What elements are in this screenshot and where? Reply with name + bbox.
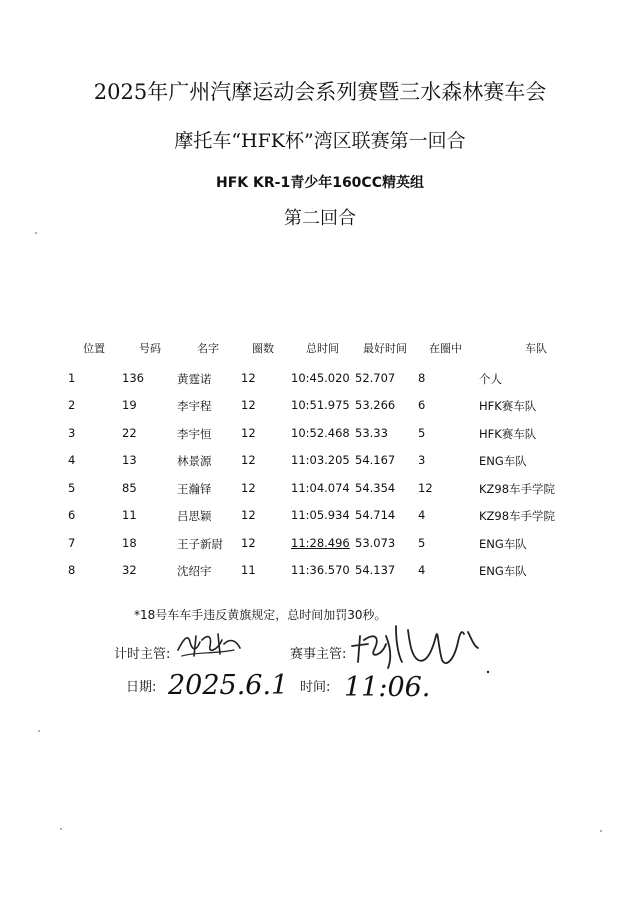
penalty-note: *18号车车手违反黄旗规定，总时间加罚30秒。 — [134, 608, 387, 622]
col-header-total-time: 总时间 — [306, 342, 339, 355]
cell-laps: 12 — [241, 481, 256, 495]
scan-speck — [38, 730, 40, 732]
cell-name: 王子新尉 — [177, 537, 223, 551]
col-header-best-time: 最好时间 — [363, 342, 407, 355]
cell-in-lap: 3 — [418, 453, 426, 467]
cell-total-time: 10:52.468 — [291, 426, 350, 440]
cell-number: 85 — [122, 481, 137, 495]
cell-total-time: 11:36.570 — [291, 563, 350, 577]
cell-in-lap: 4 — [418, 508, 426, 522]
scan-speck — [60, 828, 62, 830]
date-handwritten: 2025.6.1 — [168, 670, 289, 701]
cell-number: 18 — [122, 536, 137, 550]
cell-total-time: 10:51.975 — [291, 398, 350, 412]
cell-position: 7 — [68, 536, 76, 550]
cell-position: 1 — [68, 371, 76, 385]
cell-best-time: 52.707 — [355, 371, 396, 385]
cell-position: 2 — [68, 398, 76, 412]
cell-laps: 12 — [241, 426, 256, 440]
col-header-team: 车队 — [525, 342, 547, 355]
cell-team: 个人 — [479, 372, 502, 386]
event-supervisor-label: 赛事主管: — [290, 647, 347, 662]
cell-in-lap: 5 — [418, 536, 426, 550]
cell-position: 3 — [68, 426, 76, 440]
col-header-name: 名字 — [197, 342, 219, 355]
cell-team: KZ98车手学院 — [479, 509, 556, 523]
col-header-number: 号码 — [139, 342, 161, 355]
cell-total-time: 10:45.020 — [291, 371, 350, 385]
cell-number: 13 — [122, 453, 137, 467]
cell-total-time: 11:04.074 — [291, 481, 350, 495]
timing-supervisor-label: 计时主管: — [114, 647, 171, 662]
cell-best-time: 54.137 — [355, 563, 396, 577]
cell-name: 李宇程 — [177, 399, 212, 413]
class-name: HFK KR-1青少年160CC精英组 — [216, 175, 424, 191]
col-header-laps: 圈数 — [252, 342, 274, 355]
date-label: 日期: — [126, 680, 157, 695]
page-title: 2025年广州汽摩运动会系列赛暨三水森林赛车会 — [93, 80, 547, 104]
table-row — [0, 371, 640, 391]
cell-name: 王瀚铎 — [177, 482, 212, 496]
cell-in-lap: 12 — [418, 481, 433, 495]
cell-in-lap: 6 — [418, 398, 426, 412]
table-row — [0, 481, 640, 501]
cell-position: 6 — [68, 508, 76, 522]
cell-in-lap: 5 — [418, 426, 426, 440]
event-subtitle: 摩托车“HFK杯”湾区联赛第一回合 — [174, 130, 466, 152]
cell-team: ENG车队 — [479, 564, 527, 578]
cell-best-time: 54.167 — [355, 453, 396, 467]
time-label: 时间: — [300, 680, 331, 695]
cell-name: 李宇恒 — [177, 427, 212, 441]
table-row — [0, 426, 640, 446]
cell-team: ENG车队 — [479, 454, 527, 468]
cell-name: 黄霆诺 — [177, 372, 212, 386]
cell-team: HFK赛车队 — [479, 399, 537, 413]
scan-speck — [600, 830, 602, 832]
cell-best-time: 54.714 — [355, 508, 396, 522]
table-row — [0, 453, 640, 473]
cell-total-time: 11:03.205 — [291, 453, 350, 467]
cell-laps: 12 — [241, 536, 256, 550]
cell-name: 沈绍宇 — [177, 564, 212, 578]
table-row — [0, 398, 640, 418]
cell-number: 11 — [122, 508, 137, 522]
event-signature — [346, 616, 496, 674]
table-row — [0, 508, 640, 528]
cell-total-time: 11:28.496 — [291, 536, 350, 550]
cell-number: 32 — [122, 563, 137, 577]
table-row — [0, 563, 640, 583]
col-header-position: 位置 — [83, 342, 105, 355]
cell-in-lap: 8 — [418, 371, 426, 385]
cell-best-time: 54.354 — [355, 481, 396, 495]
cell-team: ENG车队 — [479, 537, 527, 551]
cell-position: 8 — [68, 563, 76, 577]
cell-laps: 11 — [241, 563, 256, 577]
cell-best-time: 53.073 — [355, 536, 396, 550]
round-label: 第二回合 — [284, 208, 356, 229]
cell-number: 22 — [122, 426, 137, 440]
cell-number: 136 — [122, 371, 144, 385]
cell-position: 5 — [68, 481, 76, 495]
cell-total-time: 11:05.934 — [291, 508, 350, 522]
timing-signature — [174, 628, 246, 662]
cell-best-time: 53.266 — [355, 398, 396, 412]
table-header — [0, 340, 640, 360]
cell-laps: 12 — [241, 371, 256, 385]
col-header-in-lap: 在圈中 — [429, 342, 462, 355]
time-handwritten: 11:06. — [344, 672, 431, 703]
cell-position: 4 — [68, 453, 76, 467]
scan-speck — [35, 232, 37, 234]
cell-number: 19 — [122, 398, 137, 412]
cell-team: KZ98车手学院 — [479, 482, 556, 496]
cell-laps: 12 — [241, 453, 256, 467]
cell-best-time: 53.33 — [355, 426, 388, 440]
cell-name: 林景源 — [177, 454, 212, 468]
table-row — [0, 536, 640, 556]
cell-in-lap: 4 — [418, 563, 426, 577]
cell-team: HFK赛车队 — [479, 427, 537, 441]
cell-laps: 12 — [241, 398, 256, 412]
cell-laps: 12 — [241, 508, 256, 522]
cell-name: 吕思颖 — [177, 509, 212, 523]
